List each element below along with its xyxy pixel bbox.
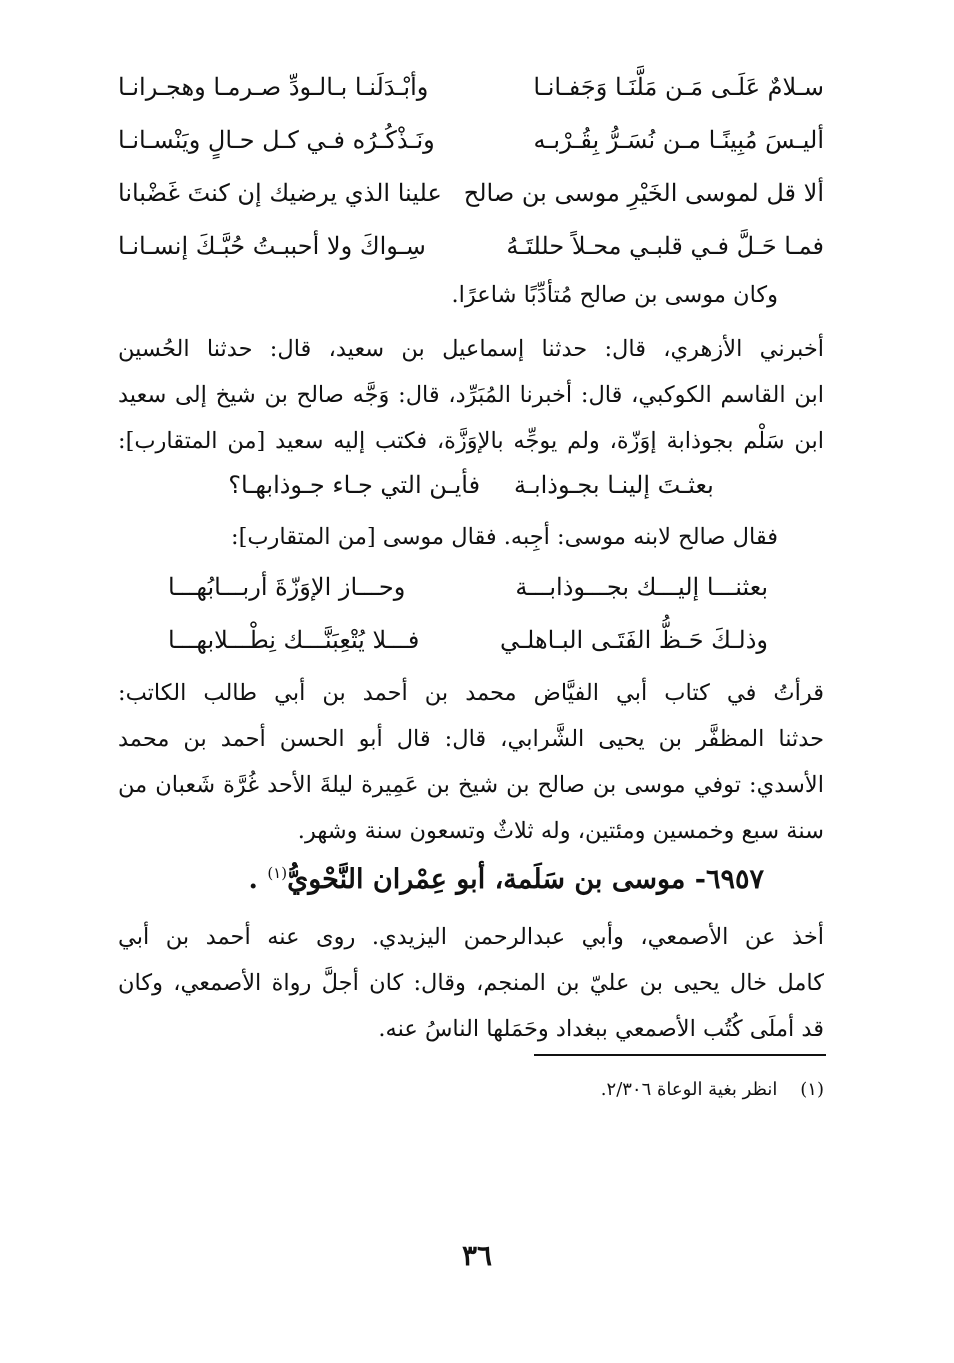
paragraph-mutaddib	[118, 272, 778, 318]
verse-second-hemistich: ونَـذْكُـرُه فـي كـل حـالٍ ويَنْسـانـا	[118, 125, 435, 154]
verse-first-hemistich: فمـا حَـلَّ فـي قلبـي محـلاً حللتَـهُ	[506, 231, 824, 260]
verse-second-hemistich: فأيـن التي جـاء جـوذابهـا؟	[228, 471, 481, 499]
paragraph-line: وكان موسى بن صالح مُتأدِّبًا شاعرًا.	[451, 282, 778, 308]
entry-name: موسى بن سَلَمة، أبو عِمْران النَّحْويُّ	[287, 864, 686, 895]
verse-second-hemistich: وأبْـدَلَنـا بـالـودِّ صـرمـا وهجـرانـا	[118, 72, 429, 101]
paragraph-line: ابن سَلْم بجوذابة إوَزّة، ولم يوجِّه بالإوَزَّة، فكتب إليه سعيد [من المتقارب]:	[118, 428, 824, 454]
poem-reply	[168, 560, 768, 666]
verse-first-hemistich: بعثـتَ إلينـا بجـوذابـة	[514, 471, 714, 499]
paragraph-line: أخبرني الأزهري، قال: حدثنا إسماعيل بن سعيد، قال: حدثنا الحُسين	[118, 336, 824, 362]
footnote	[300, 1074, 824, 1106]
verse-second-hemistich: سِـواكَ ولا أحببـتُ حُبَّـكَ إنسـانـا	[118, 231, 426, 260]
entry-end-mark: .	[248, 864, 258, 895]
paragraph-asmai	[118, 914, 824, 1052]
verse-second-hemistich: وحـــاز الإوَزّةَ أربـــابُهـــا	[168, 572, 406, 601]
verse-first-hemistich: ألا قل لموسى الخَيْرِ موسى بن صالح	[463, 178, 824, 207]
verse-first-hemistich: وذلـكَ حَـظُّ الفَتَـى البـاهلـي	[500, 625, 768, 654]
paragraph-line: فقال صالح لابنه موسى: أجِبه. فقال موسى [من المتقارب]:	[231, 524, 778, 550]
entry-number: ٦٩٥٧-	[694, 864, 764, 895]
paragraph-fayyad	[118, 670, 824, 854]
footnote-reference[interactable]: (١)	[267, 864, 288, 882]
paragraph-line: الأسدي: توفي موسى بن صالح بن شيخ بن عَمِيرة ليلةَ الأحد غُرَّة شَعبان من	[118, 772, 824, 798]
paragraph-line: كامل خال يحيى بن عليّ بن المنجم، وقال: كان أجلَّ رواة الأصمعي، وكان	[118, 970, 824, 996]
verse-first-hemistich: بعثنـــا إليـــك بجـــوذابـــة	[515, 572, 768, 601]
verse-second-hemistich: علينا الذي يرضيك إن كنتَ غَضْبانا	[118, 178, 442, 207]
footnote-marker: (١)	[800, 1079, 824, 1100]
poem-single-verse	[118, 458, 824, 512]
paragraph-line: أخذ عن الأصمعي، وأبي عبدالرحمن اليزيدي. روى عنه أحمد بن أبي	[118, 924, 824, 950]
verse-first-hemistich: أليـسَ مُبِينًـا مـن نُسَـرُّ بِقُـرْبـه	[533, 125, 824, 154]
poem-opening	[118, 60, 824, 272]
verse-line	[118, 458, 824, 512]
verse-first-hemistich: سـلامٌ عَلَـى مَـن مَلَّنَـا وَجَفـانـا	[533, 72, 824, 101]
paragraph-line: ابن القاسم الكوكبي، قال: أخبرنا المُبَرِّد، قال: وَجَّه صالح بن شيخ إلى سعيد	[118, 382, 824, 408]
paragraph-line: قرأتُ في كتاب أبي الفيَّاض محمد بن أحمد بن أبي طالب الكاتب:	[118, 680, 824, 706]
verse-line	[118, 166, 824, 219]
verse-line	[168, 613, 768, 666]
paragraph-line: حدثنا المظفَّر بن يحيى الشَّرابي، قال: قال أبو الحسن أحمد بن محمد	[118, 726, 824, 752]
paragraph-musa-reply	[118, 514, 778, 560]
paragraph-azhari	[118, 326, 824, 464]
verse-line	[168, 560, 768, 613]
footnote-divider	[534, 1054, 826, 1056]
paragraph-line: سنة سبع وخمسين ومئتين، وله ثلاثٌ وتسعون سنة وشهر.	[297, 818, 824, 844]
page-number: ٣٦	[461, 1239, 493, 1272]
verse-line	[118, 60, 824, 113]
verse-second-hemistich: فـــلا يُتْعِبَنَّـــك نِطْـــلابهـــا	[168, 625, 420, 654]
entry-heading	[118, 848, 764, 898]
paragraph-line: قد أملَى كُتُب الأصمعي ببغداد وحَمَلها الناسُ عنه.	[378, 1016, 824, 1042]
footnote-text: انظر بغية الوعاة ٢/٣٠٦.	[600, 1079, 778, 1100]
verse-line	[118, 113, 824, 166]
verse-line	[118, 219, 824, 272]
